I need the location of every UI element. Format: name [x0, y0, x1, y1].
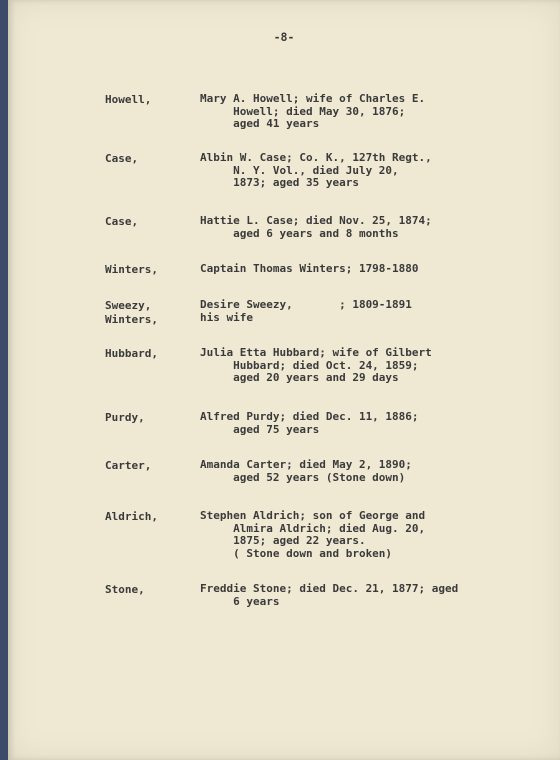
entry-text: Stephen Aldrich; son of George and Almira Aldrich; died Aug. 20, 1875; aged 22 years. ( Stone down and broken) [200, 509, 426, 560]
document-page [8, 0, 560, 760]
entry-surname: Case, [105, 215, 139, 228]
entry-surname: Case, [105, 152, 139, 165]
entry-text: Captain Thomas Winters; 1798-1880 [200, 262, 419, 275]
entry-surname: Howell, [105, 93, 152, 106]
entry-surname: Stone, [105, 583, 145, 596]
entry-text: Freddie Stone; died Dec. 21, 1877; aged 6 years [200, 582, 459, 608]
entry-text: Amanda Carter; died May 2, 1890; aged 52 years (Stone down) [200, 458, 412, 484]
entry-text: Albin W. Case; Co. K., 127th Regt., N. Y. Vol., died July 20, 1873; aged 35 years [200, 151, 432, 189]
entry-surname: Winters, [105, 263, 158, 276]
entry-surname: Carter, [105, 459, 152, 472]
entry-text: Alfred Purdy; died Dec. 11, 1886; aged 75 years [200, 410, 419, 436]
entry-text: Hattie L. Case; died Nov. 25, 1874; aged 6 years and 8 months [200, 214, 432, 240]
entry-surname: Purdy, [105, 411, 145, 424]
entry-surname: Sweezy, Winters, [105, 299, 158, 326]
entry-surname: Aldrich, [105, 510, 158, 523]
entry-text: Mary A. Howell; wife of Charles E. Howell; died May 30, 1876; aged 41 years [200, 92, 426, 130]
page-number: -8- [273, 30, 295, 44]
entry-surname: Hubbard, [105, 347, 158, 360]
entry-text: Julia Etta Hubbard; wife of Gilbert Hubbard; died Oct. 24, 1859; aged 20 years and 29 days [200, 346, 432, 384]
entry-text: Desire Sweezy, ; 1809-1891 his wife [200, 298, 412, 324]
